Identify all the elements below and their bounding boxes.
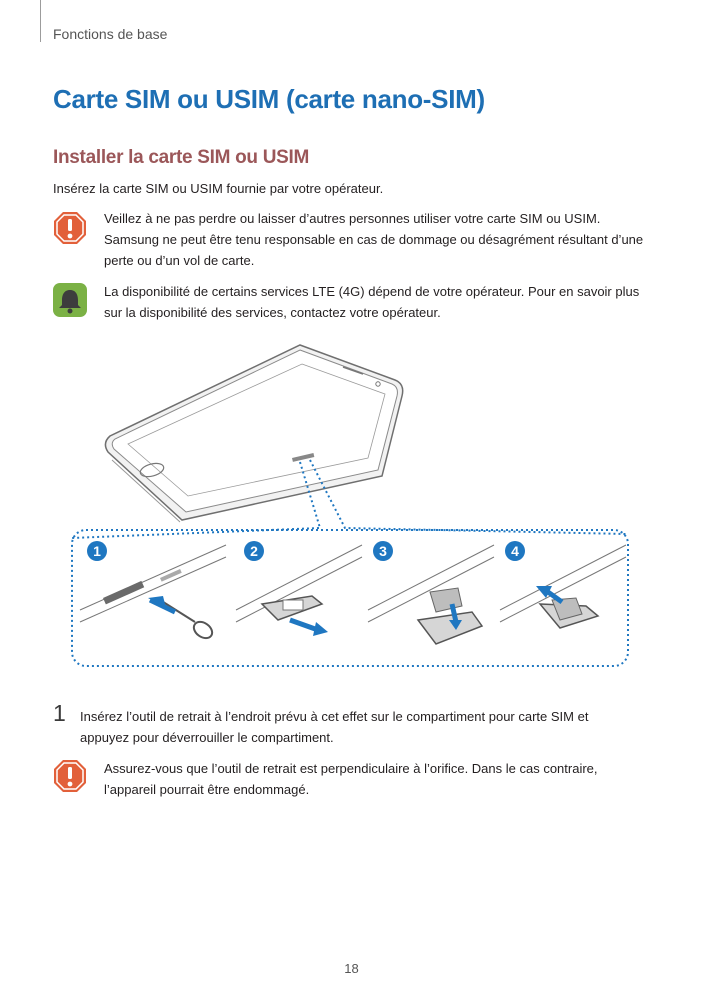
sim-installation-illustration bbox=[0, 330, 703, 675]
step-panel-2 bbox=[236, 541, 362, 636]
intro-text: Insérez la carte SIM ou USIM fournie par votre opérateur. bbox=[53, 181, 384, 196]
section-heading: Installer la carte SIM ou USIM bbox=[53, 147, 310, 168]
header-rule bbox=[40, 0, 41, 42]
caution-icon bbox=[52, 210, 88, 246]
step-panel-3 bbox=[368, 541, 494, 644]
step-number: 1 bbox=[53, 700, 66, 726]
phone-drawing bbox=[105, 345, 402, 522]
notice-bell-icon bbox=[52, 282, 88, 318]
section-name: Fonctions de base bbox=[53, 26, 168, 42]
caution-icon bbox=[52, 758, 88, 794]
step-panel-1 bbox=[80, 541, 226, 641]
step-badge-1-label: 1 bbox=[93, 543, 101, 559]
step-caution-note: Assurez-vous que l’outil de retrait est perpendiculaire à l’orifice. Dans le cas contraire, l’appareil pourrait être endommagé. bbox=[104, 761, 598, 797]
step-panel-4 bbox=[500, 541, 626, 628]
step-instruction: Insérez l’outil de retrait à l’endroit prévu à cet effet sur le compartiment pour carte SIM et appuyez pour déverrouiller le compartiment. bbox=[80, 709, 589, 745]
page-title: Carte SIM ou USIM (carte nano-SIM) bbox=[53, 84, 485, 114]
page-number: 18 bbox=[344, 961, 359, 976]
caution-note: Veillez à ne pas perdre ou laisser d’autres personnes utiliser votre carte SIM ou USIM. Samsung ne peut être tenu responsable en cas de dommage ou désagrément résultant d’une perte ou d’un vol de carte. bbox=[104, 211, 644, 268]
notice-note: La disponibilité de certains services LTE (4G) dépend de votre opérateur. Pour en savoir plus sur la disponibilité des services, contactez votre opérateur. bbox=[104, 284, 640, 320]
step-badge-4-label: 4 bbox=[511, 543, 519, 559]
step-badge-3-label: 3 bbox=[379, 543, 387, 559]
step-badge-2-label: 2 bbox=[250, 543, 258, 559]
